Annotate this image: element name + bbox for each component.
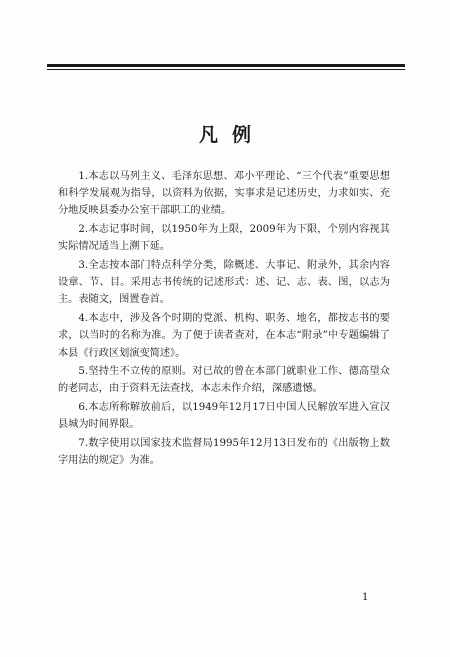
body-text — [58, 168, 390, 471]
paragraph-4: 4.本志中，涉及各个时期的党派、机构、职务、地名，都按志书的要求，以当时的名称为准。为了便于读者查对，在本志“附录”中专题编辑了本县《行政区划演变简述》。 — [58, 313, 390, 359]
paragraph-2: 2.本志记事时间，以1950年为上限，2009年为下限，个别内容视其实际情况适当上溯下延。 — [58, 224, 390, 253]
header-rule-thick — [47, 64, 405, 67]
paragraph-7: 7.数字使用以国家技术监督局1995年12月13日发布的《出版物上数字用法的规定》为准。 — [58, 438, 390, 467]
paragraph-3: 3.全志按本部门特点科学分类，除概述、大事记、附录外，其余内容设章、节、目。采用志书传统的记述形式：述、记、志、表、图，以志为主。表随文，图置卷首。 — [58, 260, 390, 306]
page-number: 1 — [362, 592, 369, 603]
paragraph-6: 6.本志所称解放前后，以1949年12月17日中国人民解放军进入宣汉县城为时间界限。 — [58, 402, 390, 431]
header-rule-thin — [47, 69, 405, 70]
page-title: 凡例 — [198, 124, 265, 146]
paragraph-5: 5.坚持生不立传的原则。对已故的曾在本部门就职业工作、德高望众的老同志，由于资料无法查找，本志未作介绍，深感遗憾。 — [58, 366, 390, 395]
paragraph-1: 1.本志以马列主义、毛泽东思想、邓小平理论、“三个代表”重要思想和科学发展观为指导，以资料为依据，实事求是记述历史，力求如实、充分地反映县委办公室干部职工的业绩。 — [58, 171, 390, 217]
